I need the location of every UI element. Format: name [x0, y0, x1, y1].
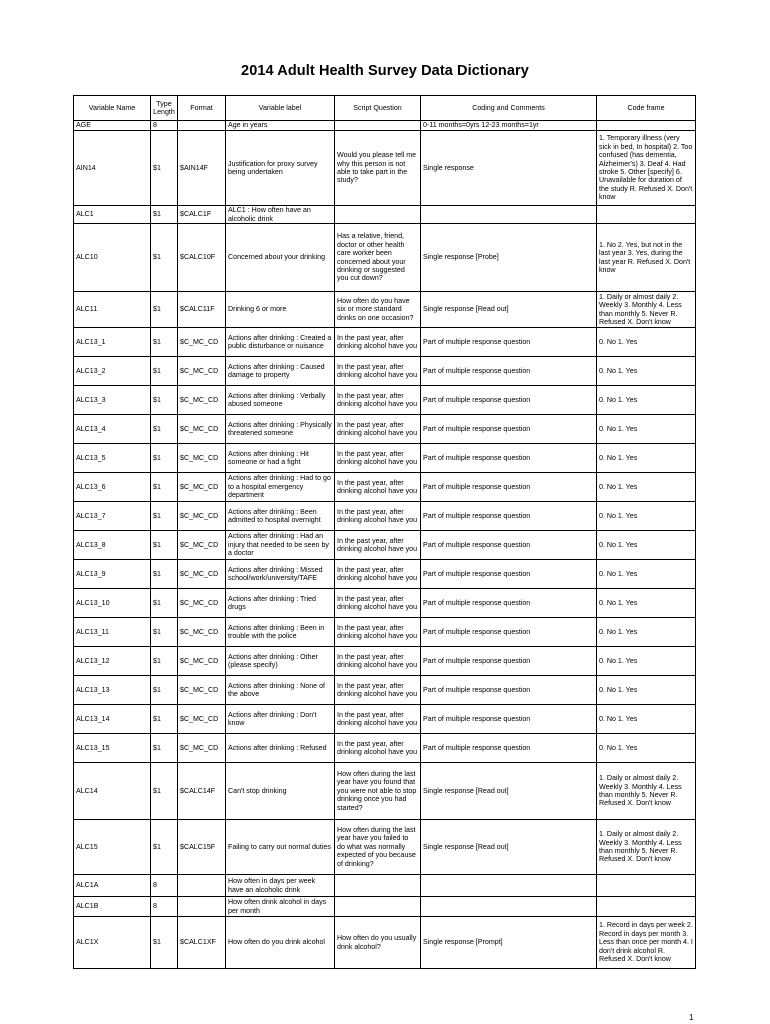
variable-name-cell: ALC13_4: [74, 415, 151, 444]
variable-name-cell: ALC13_9: [74, 560, 151, 589]
format-cell: $AIN14F: [178, 131, 226, 206]
table-row: [74, 676, 696, 705]
variable-name-cell: ALC13_10: [74, 589, 151, 618]
variable-label-cell: Actions after drinking : Created a public disturbance or nuisance: [226, 328, 335, 357]
script-question-cell: [335, 875, 421, 897]
table-row: [74, 734, 696, 763]
format-cell: $CALC15F: [178, 820, 226, 875]
format-cell: $CALC14F: [178, 763, 226, 820]
variable-label-cell: Actions after drinking : Been in trouble with the police: [226, 618, 335, 647]
script-question-cell: [335, 121, 421, 131]
code-frame-cell: 0. No 1. Yes: [597, 647, 696, 676]
table-row: [74, 502, 696, 531]
table-row: [74, 206, 696, 224]
script-question-cell: In the past year, after drinking alcohol have you: [335, 502, 421, 531]
variable-name-cell: ALC13_8: [74, 531, 151, 560]
coding-cell: Part of multiple response question: [421, 444, 597, 473]
type-length-cell: $1: [151, 357, 178, 386]
type-length-cell: $1: [151, 224, 178, 292]
type-length-cell: $1: [151, 589, 178, 618]
coding-cell: Part of multiple response question: [421, 618, 597, 647]
variable-label-cell: Actions after drinking : Verbally abused someone: [226, 386, 335, 415]
table-row: [74, 357, 696, 386]
variable-label-cell: Actions after drinking : Physically threatened someone: [226, 415, 335, 444]
format-cell: $C_MC_CD: [178, 357, 226, 386]
script-question-cell: In the past year, after drinking alcohol have you: [335, 647, 421, 676]
variable-name-cell: ALC13_11: [74, 618, 151, 647]
variable-name-cell: ALC13_7: [74, 502, 151, 531]
script-question-cell: How often during the last year have you found that you were not able to stop drinking once you had started?: [335, 763, 421, 820]
table-row: [74, 415, 696, 444]
format-cell: $C_MC_CD: [178, 473, 226, 502]
variable-label-cell: Actions after drinking : Tried drugs: [226, 589, 335, 618]
type-length-cell: $1: [151, 444, 178, 473]
code-frame-cell: 0. No 1. Yes: [597, 589, 696, 618]
variable-name-cell: ALC13_12: [74, 647, 151, 676]
variable-name-cell: ALC1B: [74, 897, 151, 917]
script-question-cell: In the past year, after drinking alcohol have you: [335, 531, 421, 560]
table-row: [74, 121, 696, 131]
type-length-cell: $1: [151, 705, 178, 734]
script-question-cell: In the past year, after drinking alcohol have you: [335, 444, 421, 473]
variable-name-cell: ALC15: [74, 820, 151, 875]
variable-name-cell: ALC1A: [74, 875, 151, 897]
table-row: [74, 131, 696, 206]
variable-label-cell: Age in years: [226, 121, 335, 131]
coding-cell: Part of multiple response question: [421, 473, 597, 502]
type-length-cell: $1: [151, 734, 178, 763]
type-length-cell: $1: [151, 531, 178, 560]
coding-cell: Single response [Prompt]: [421, 917, 597, 969]
script-question-cell: How often do you have six or more standard drinks on one occasion?: [335, 292, 421, 328]
table-row: [74, 292, 696, 328]
coding-cell: Single response: [421, 131, 597, 206]
script-question-cell: How often during the last year have you failed to do what was normally expected of you because of drinking?: [335, 820, 421, 875]
type-length-cell: $1: [151, 502, 178, 531]
coding-cell: Single response [Read out]: [421, 820, 597, 875]
page-title: 2014 Adult Health Survey Data Dictionary: [241, 63, 529, 79]
code-frame-cell: 0. No 1. Yes: [597, 444, 696, 473]
type-length-cell: $1: [151, 131, 178, 206]
code-frame-cell: 1. Daily or almost daily 2. Weekly 3. Monthly 4. Less than monthly 5. Never R. Refused X. Don't know: [597, 820, 696, 875]
variable-name-cell: ALC13_2: [74, 357, 151, 386]
format-cell: $CALC1XF: [178, 917, 226, 969]
type-length-cell: $1: [151, 473, 178, 502]
variable-name-cell: ALC14: [74, 763, 151, 820]
column-header: Script Question: [335, 96, 421, 121]
table-row: [74, 444, 696, 473]
format-cell: $C_MC_CD: [178, 328, 226, 357]
coding-cell: [421, 206, 597, 224]
table-row: [74, 386, 696, 415]
code-frame-cell: 0. No 1. Yes: [597, 618, 696, 647]
table-row: [74, 473, 696, 502]
table-row: [74, 917, 696, 969]
table-row: [74, 560, 696, 589]
script-question-cell: In the past year, after drinking alcohol have you: [335, 328, 421, 357]
variable-label-cell: Actions after drinking : None of the above: [226, 676, 335, 705]
format-cell: $C_MC_CD: [178, 502, 226, 531]
type-length-cell: $1: [151, 328, 178, 357]
coding-cell: Part of multiple response question: [421, 531, 597, 560]
column-header: Variable label: [226, 96, 335, 121]
type-length-cell: 8: [151, 897, 178, 917]
format-cell: $C_MC_CD: [178, 734, 226, 763]
format-cell: $C_MC_CD: [178, 705, 226, 734]
format-cell: $C_MC_CD: [178, 589, 226, 618]
type-length-cell: $1: [151, 917, 178, 969]
coding-cell: 0-11 months=0yrs 12-23 months=1yr: [421, 121, 597, 131]
variable-label-cell: Failing to carry out normal duties: [226, 820, 335, 875]
table-row: [74, 897, 696, 917]
table-row: [74, 531, 696, 560]
script-question-cell: In the past year, after drinking alcohol have you: [335, 676, 421, 705]
variable-name-cell: ALC13_15: [74, 734, 151, 763]
column-header: Coding and Comments: [421, 96, 597, 121]
code-frame-cell: [597, 121, 696, 131]
variable-name-cell: ALC1: [74, 206, 151, 224]
code-frame-cell: 0. No 1. Yes: [597, 560, 696, 589]
variable-label-cell: Concerned about your drinking: [226, 224, 335, 292]
script-question-cell: In the past year, after drinking alcohol have you: [335, 589, 421, 618]
coding-cell: Part of multiple response question: [421, 734, 597, 763]
table-row: [74, 618, 696, 647]
column-header: Code frame: [597, 96, 696, 121]
variable-name-cell: AIN14: [74, 131, 151, 206]
variable-name-cell: ALC13_5: [74, 444, 151, 473]
coding-cell: Part of multiple response question: [421, 502, 597, 531]
script-question-cell: Has a relative, friend, doctor or other health care worker been concerned about your drinking or suggested you cut down?: [335, 224, 421, 292]
format-cell: $CALC1F: [178, 206, 226, 224]
variable-label-cell: Drinking 6 or more: [226, 292, 335, 328]
format-cell: [178, 121, 226, 131]
variable-label-cell: Actions after drinking : Caused damage to property: [226, 357, 335, 386]
script-question-cell: [335, 897, 421, 917]
column-header: Variable Name: [74, 96, 151, 121]
format-cell: [178, 875, 226, 897]
script-question-cell: In the past year, after drinking alcohol have you: [335, 560, 421, 589]
code-frame-cell: 0. No 1. Yes: [597, 531, 696, 560]
coding-cell: Part of multiple response question: [421, 560, 597, 589]
table-row: [74, 820, 696, 875]
coding-cell: Part of multiple response question: [421, 647, 597, 676]
code-frame-cell: 1. Daily or almost daily 2. Weekly 3. Monthly 4. Less than monthly 5. Never R. Refused X. Don't know: [597, 763, 696, 820]
table-row: [74, 705, 696, 734]
variable-name-cell: ALC13_1: [74, 328, 151, 357]
code-frame-cell: [597, 897, 696, 917]
variable-label-cell: How often in days per week have an alcoholic drink: [226, 875, 335, 897]
type-length-cell: $1: [151, 415, 178, 444]
variable-label-cell: How often do you drink alcohol: [226, 917, 335, 969]
format-cell: $C_MC_CD: [178, 415, 226, 444]
variable-name-cell: ALC13_14: [74, 705, 151, 734]
script-question-cell: Would you please tell me why this person is not able to take part in the study?: [335, 131, 421, 206]
variable-name-cell: ALC13_6: [74, 473, 151, 502]
coding-cell: Part of multiple response question: [421, 328, 597, 357]
variable-label-cell: Actions after drinking : Had to go to a hospital emergency department: [226, 473, 335, 502]
coding-cell: Single response [Read out]: [421, 292, 597, 328]
script-question-cell: In the past year, after drinking alcohol have you: [335, 705, 421, 734]
coding-cell: Single response [Read out]: [421, 763, 597, 820]
type-length-cell: $1: [151, 206, 178, 224]
coding-cell: Part of multiple response question: [421, 415, 597, 444]
format-cell: [178, 897, 226, 917]
format-cell: $C_MC_CD: [178, 531, 226, 560]
variable-name-cell: ALC11: [74, 292, 151, 328]
code-frame-cell: 0. No 1. Yes: [597, 473, 696, 502]
type-length-cell: $1: [151, 676, 178, 705]
type-length-cell: $1: [151, 292, 178, 328]
table-row: [74, 647, 696, 676]
type-length-cell: $1: [151, 820, 178, 875]
format-cell: $CALC11F: [178, 292, 226, 328]
type-length-cell: $1: [151, 560, 178, 589]
code-frame-cell: 0. No 1. Yes: [597, 328, 696, 357]
script-question-cell: In the past year, after drinking alcohol have you: [335, 415, 421, 444]
code-frame-cell: 0. No 1. Yes: [597, 734, 696, 763]
table-row: [74, 328, 696, 357]
type-length-cell: 8: [151, 121, 178, 131]
format-cell: $C_MC_CD: [178, 444, 226, 473]
format-cell: $C_MC_CD: [178, 676, 226, 705]
variable-label-cell: Actions after drinking : Been admitted to hospital overnight: [226, 502, 335, 531]
variable-label-cell: Actions after drinking : Refused: [226, 734, 335, 763]
type-length-cell: $1: [151, 763, 178, 820]
script-question-cell: How often do you usually drink alcohol?: [335, 917, 421, 969]
script-question-cell: In the past year, after drinking alcohol have you: [335, 734, 421, 763]
type-length-cell: $1: [151, 386, 178, 415]
code-frame-cell: 0. No 1. Yes: [597, 386, 696, 415]
variable-label-cell: Actions after drinking : Hit someone or had a fight: [226, 444, 335, 473]
code-frame-cell: 1. Record in days per week 2. Record in days per month 3. Less than once per month 4. I don't drink alcohol R. Refused X. Don't know: [597, 917, 696, 969]
script-question-cell: In the past year, after drinking alcohol have you: [335, 473, 421, 502]
script-question-cell: In the past year, after drinking alcohol have you: [335, 386, 421, 415]
format-cell: $CALC10F: [178, 224, 226, 292]
table-row: [74, 763, 696, 820]
variable-label-cell: Actions after drinking : Don't know: [226, 705, 335, 734]
variable-label-cell: Can't stop drinking: [226, 763, 335, 820]
variable-name-cell: ALC13_13: [74, 676, 151, 705]
variable-name-cell: ALC10: [74, 224, 151, 292]
coding-cell: [421, 897, 597, 917]
data-dictionary-table: [73, 95, 696, 969]
variable-label-cell: ALC1 : How often have an alcoholic drink: [226, 206, 335, 224]
coding-cell: Single response [Probe]: [421, 224, 597, 292]
coding-cell: Part of multiple response question: [421, 589, 597, 618]
code-frame-cell: 0. No 1. Yes: [597, 676, 696, 705]
coding-cell: Part of multiple response question: [421, 676, 597, 705]
code-frame-cell: [597, 206, 696, 224]
code-frame-cell: 0. No 1. Yes: [597, 415, 696, 444]
coding-cell: Part of multiple response question: [421, 705, 597, 734]
format-cell: $C_MC_CD: [178, 560, 226, 589]
coding-cell: Part of multiple response question: [421, 386, 597, 415]
format-cell: $C_MC_CD: [178, 647, 226, 676]
coding-cell: Part of multiple response question: [421, 357, 597, 386]
type-length-cell: $1: [151, 618, 178, 647]
variable-label-cell: Actions after drinking : Missed school/work/university/TAFE: [226, 560, 335, 589]
page-number: 1: [689, 1013, 694, 1022]
table-row: [74, 224, 696, 292]
coding-cell: [421, 875, 597, 897]
code-frame-cell: 0. No 1. Yes: [597, 502, 696, 531]
code-frame-cell: 1. Temporary illness (very sick in bed, In hospital) 2. Too confused (has dementia, Alzheimer's) 3. Deaf 4. Had stroke 5. Other [specify] 6. Unavailable for duration of the study R. Refused X. Don't know: [597, 131, 696, 206]
variable-name-cell: ALC13_3: [74, 386, 151, 415]
script-question-cell: In the past year, after drinking alcohol have you: [335, 357, 421, 386]
type-length-cell: 8: [151, 875, 178, 897]
table-header-row: [74, 96, 696, 121]
variable-name-cell: ALC1X: [74, 917, 151, 969]
type-length-cell: $1: [151, 647, 178, 676]
variable-label-cell: Justification for proxy survey being undertaken: [226, 131, 335, 206]
variable-name-cell: AGE: [74, 121, 151, 131]
script-question-cell: [335, 206, 421, 224]
code-frame-cell: 1. No 2. Yes, but not in the last year 3. Yes, during the last year R. Refused X. Don't know: [597, 224, 696, 292]
table-row: [74, 875, 696, 897]
format-cell: $C_MC_CD: [178, 386, 226, 415]
code-frame-cell: 0. No 1. Yes: [597, 705, 696, 734]
variable-label-cell: Actions after drinking : Other (please specify): [226, 647, 335, 676]
column-header: Format: [178, 96, 226, 121]
format-cell: $C_MC_CD: [178, 618, 226, 647]
variable-label-cell: Actions after drinking : Had an injury that needed to be seen by a doctor: [226, 531, 335, 560]
script-question-cell: In the past year, after drinking alcohol have you: [335, 618, 421, 647]
variable-label-cell: How often drink alcohol in days per month: [226, 897, 335, 917]
code-frame-cell: 1. Daily or almost daily 2. Weekly 3. Monthly 4. Less than monthly 5. Never R. Refused X. Don't know: [597, 292, 696, 328]
code-frame-cell: 0. No 1. Yes: [597, 357, 696, 386]
table-row: [74, 589, 696, 618]
column-header: Type Length: [151, 96, 178, 121]
code-frame-cell: [597, 875, 696, 897]
